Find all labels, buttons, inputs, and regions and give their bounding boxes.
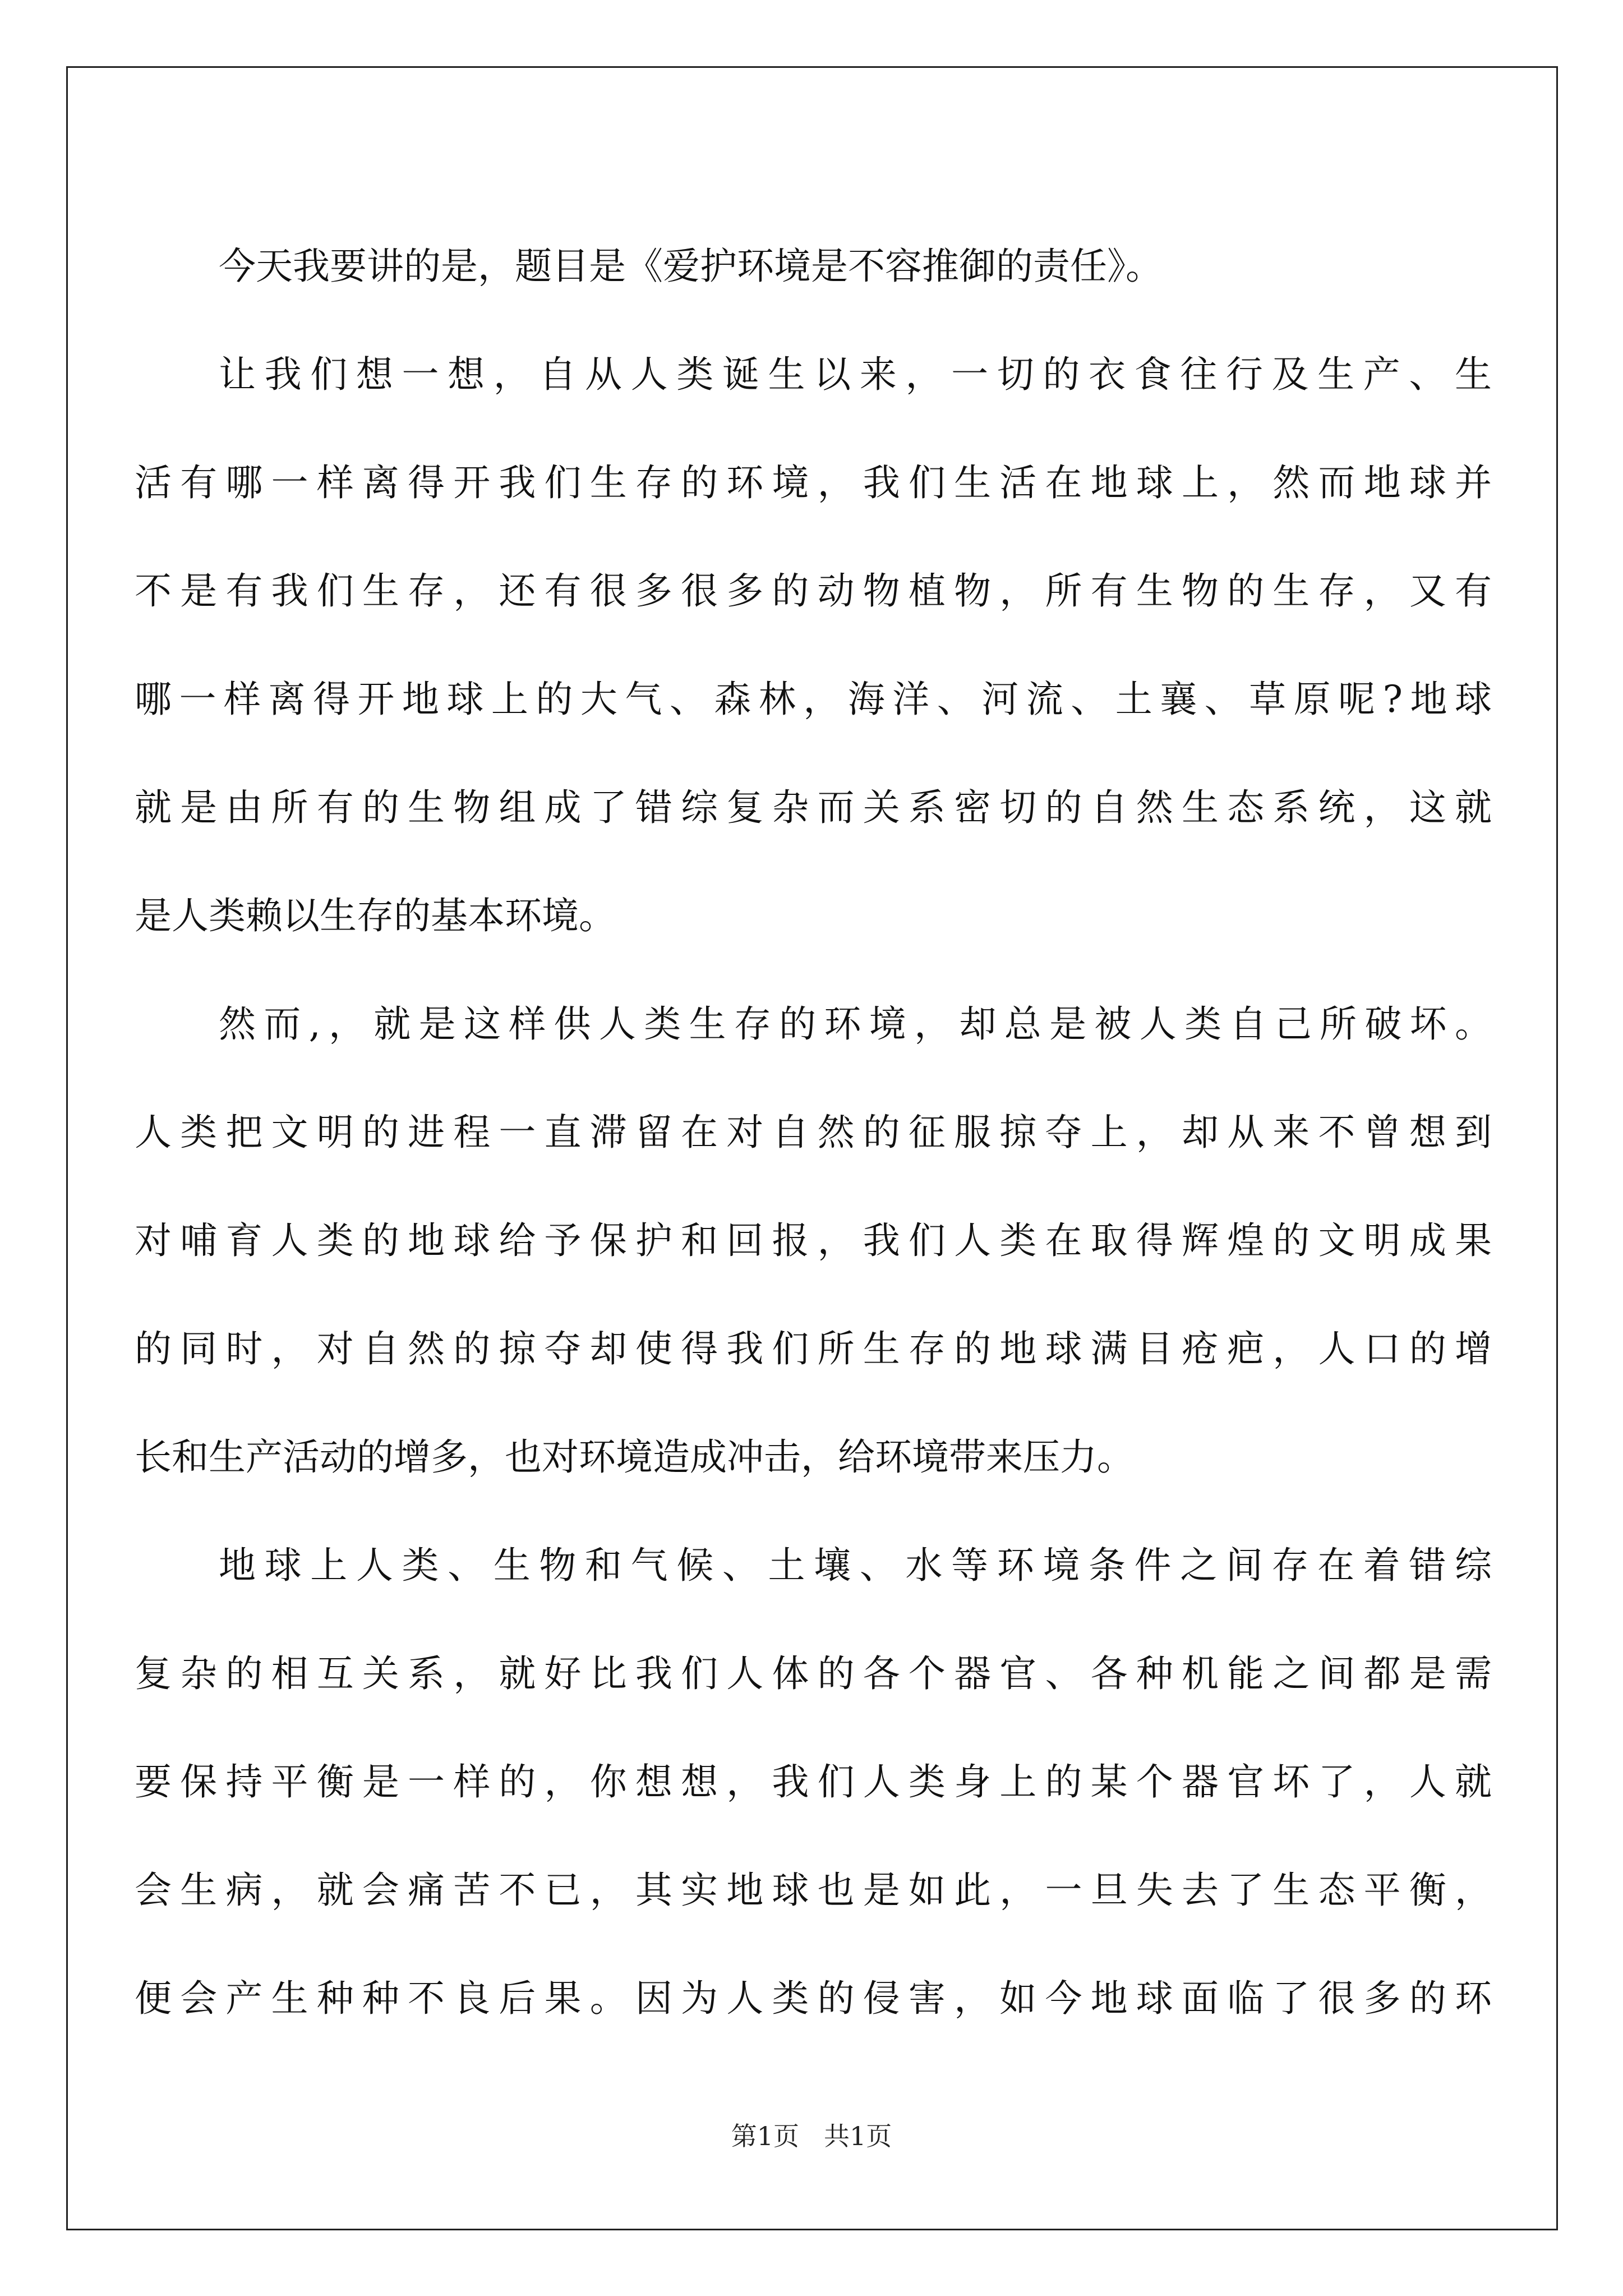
paragraph-2-line-2: 活有哪一样离得开我们生存的环境，我们生活在地球上，然而地球并 xyxy=(135,461,1492,504)
paragraph-4-line-3: 要保持平衡是一样的，你想想，我们人类身上的某个器官坏了，人就 xyxy=(135,1760,1492,1803)
paragraph-1-line-1: 今天我要讲的是，题目是《爱护环境是不容推御的责任》。 xyxy=(219,245,1163,288)
paragraph-2-line-1: 让我们想一想，自从人类诞生以来，一切的衣食往行及生产、生 xyxy=(219,353,1492,396)
paragraph-2-line-6: 是人类赖以生存的基本环境。 xyxy=(135,894,616,937)
page-number: 第1页 xyxy=(731,2121,800,2151)
paragraph-3-line-1: 然而,，就是这样供人类生存的环境，却总是被人类自己所破坏。 xyxy=(219,1002,1492,1046)
page-footer xyxy=(0,2116,1623,2153)
paragraph-4-line-5: 便会产生种种不良后果。因为人类的侵害，如今地球面临了很多的环 xyxy=(135,1977,1492,2020)
paragraph-4-line-2: 复杂的相互关系，就好比我们人体的各个器官、各种机能之间都是需 xyxy=(135,1652,1492,1695)
paragraph-4-line-1: 地球上人类、生物和气候、土壤、水等环境条件之间存在着错综 xyxy=(219,1544,1492,1587)
page-total: 共1页 xyxy=(823,2121,892,2151)
paragraph-4-line-4: 会生病，就会痛苦不已，其实地球也是如此，一旦失去了生态平衡， xyxy=(135,1869,1492,1912)
paragraph-3-line-4: 的同时，对自然的掠夺却使得我们所生存的地球满目疮疤，人口的增 xyxy=(135,1327,1492,1370)
paragraph-3-line-3: 对哺育人类的地球给予保护和回报，我们人类在取得辉煌的文明成果 xyxy=(135,1219,1492,1262)
paragraph-2-line-4: 哪一样离得开地球上的大气、森林，海洋、河流、土襄、草原呢?地球 xyxy=(135,678,1492,721)
paragraph-3-line-2: 人类把文明的进程一直滞留在对自然的征服掠夺上，却从来不曾想到 xyxy=(135,1111,1492,1154)
paragraph-2-line-3: 不是有我们生存，还有很多很多的动物植物，所有生物的生存，又有 xyxy=(135,569,1492,613)
document-body xyxy=(135,66,1492,2053)
paragraph-2-line-5: 就是由所有的生物组成了错综复杂而关系密切的自然生态系统，这就 xyxy=(135,786,1492,829)
paragraph-3-line-5: 长和生产活动的增多，也对环境造成冲击，给环境带来压力。 xyxy=(135,1435,1134,1479)
